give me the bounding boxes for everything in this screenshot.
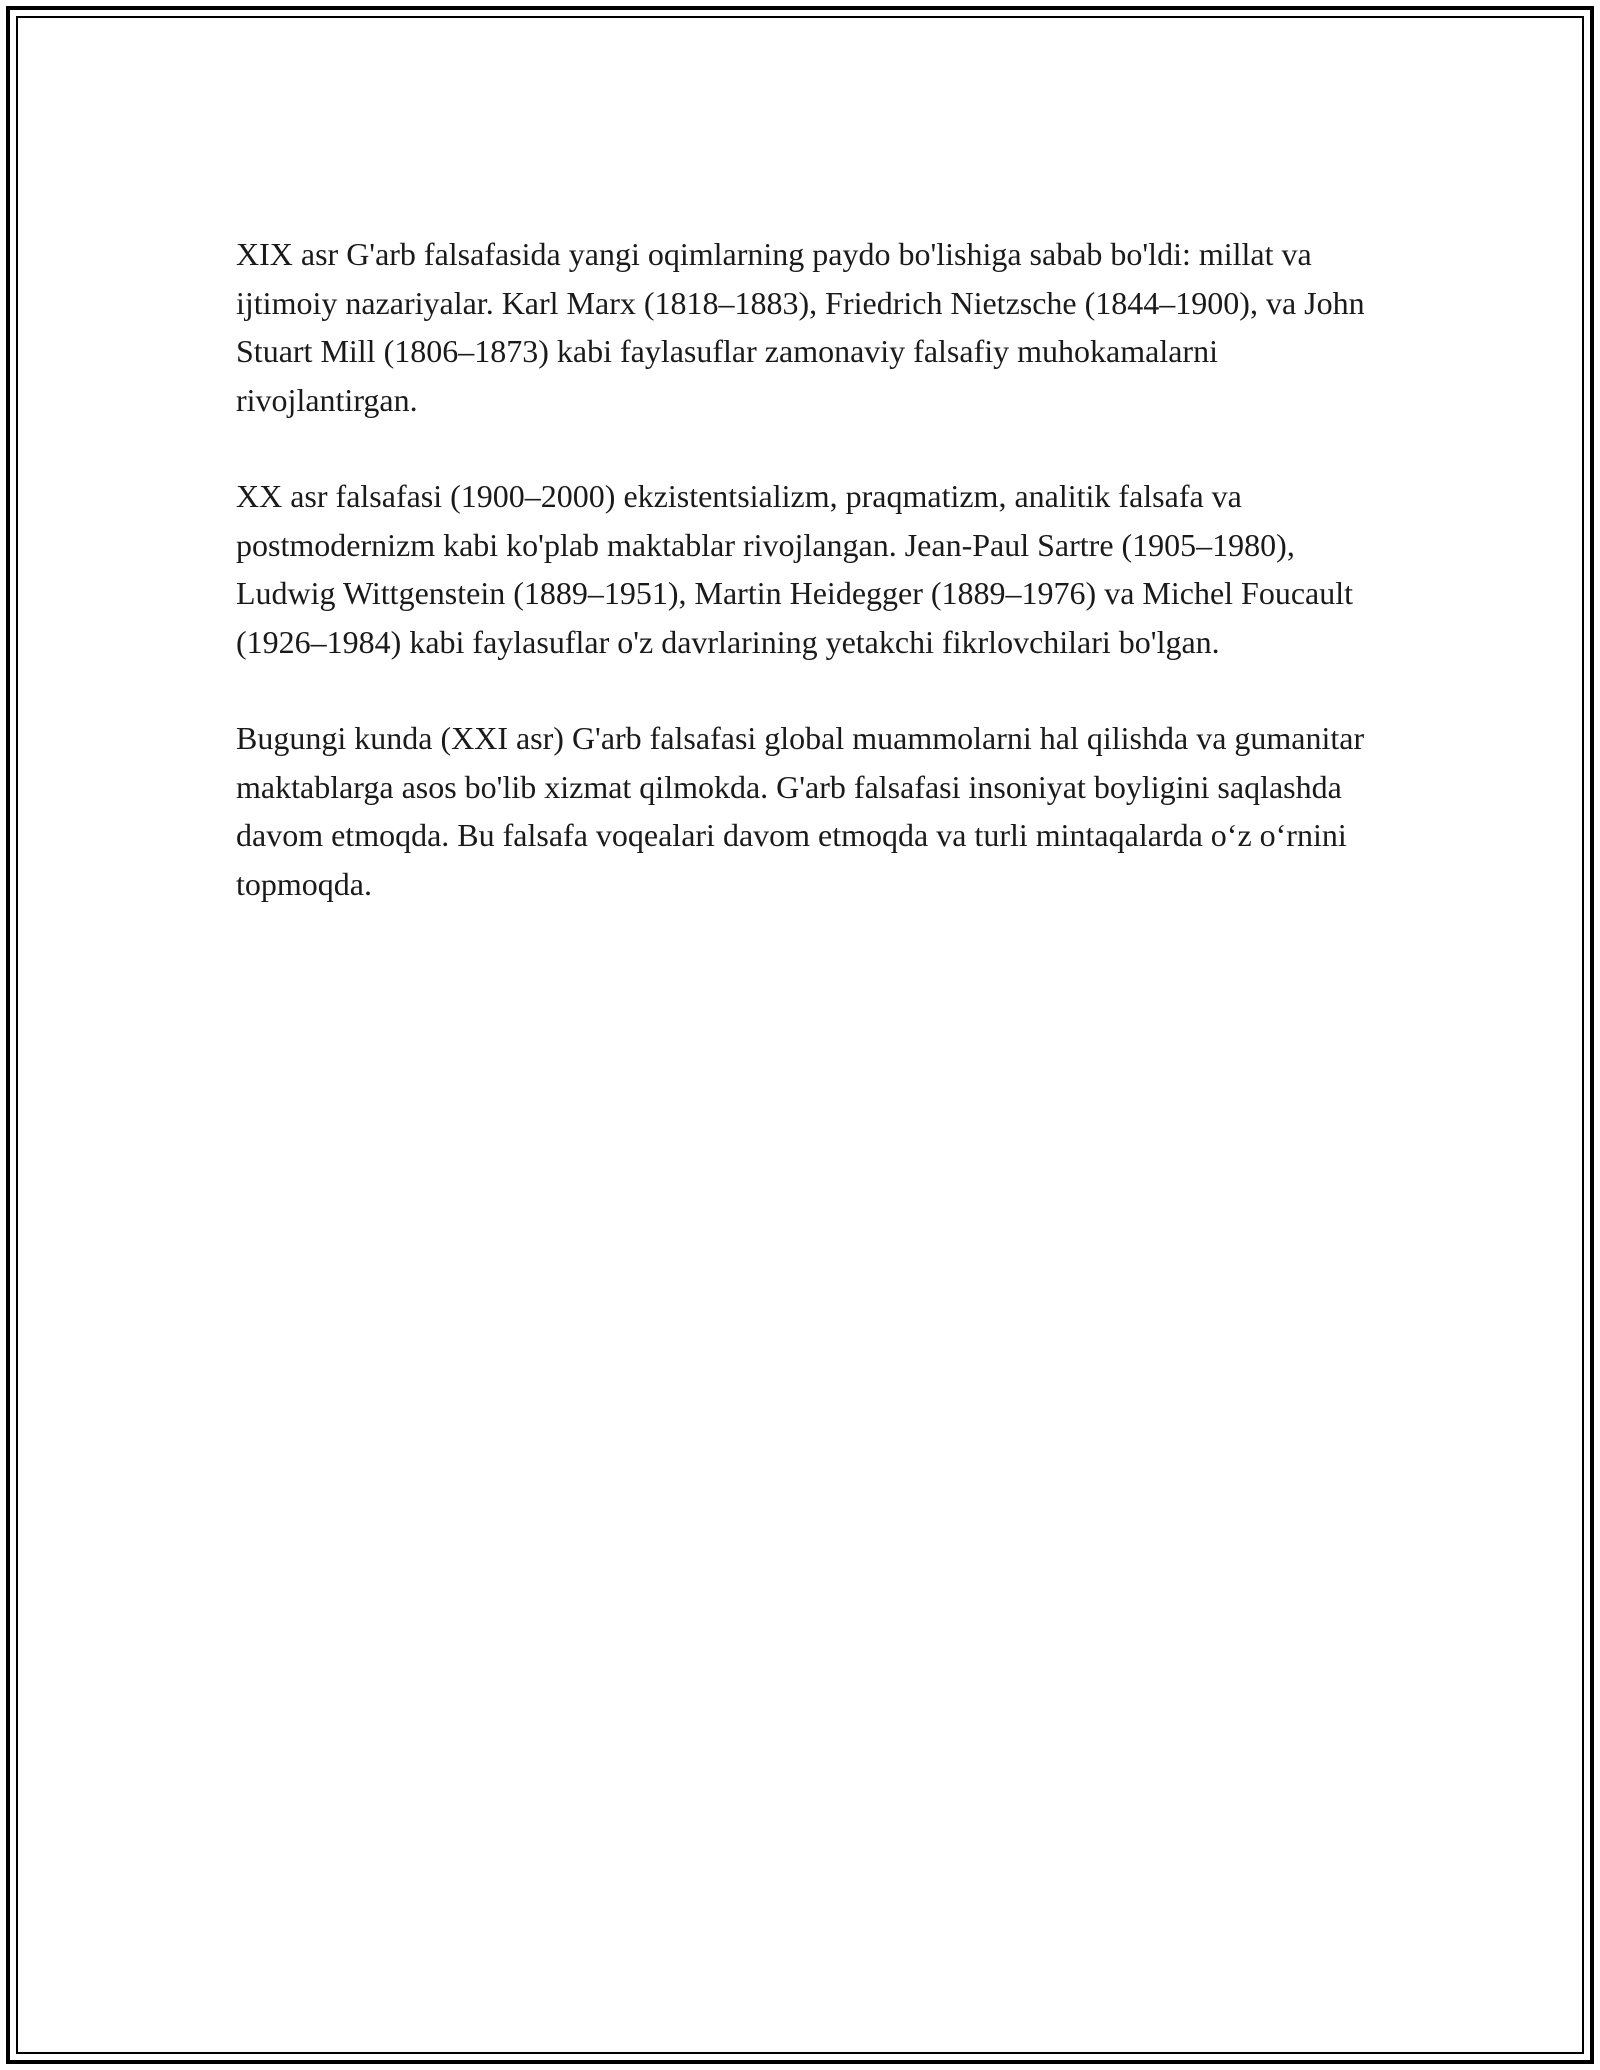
paragraph-21st-century: Bugungi kunda (XXI asr) G'arb falsafasi global muammolarni hal qilishda va gumanitar maktablarga asos bo'lib xizmat qilmokda. G'arb falsafasi insoniyat boyligini saqlashda davom etmoqda. Bu falsafa voqealari davom etmoqda va turli mintaqalarda o‘z o‘rnini topmoqda. — [236, 720, 1365, 902]
paragraph-20th-century: XX asr falsafasi (1900–2000) ekzistentsializm, praqmatizm, analitik falsafa va postmodernizm kabi ko'plab maktablar rivojlangan. Jean-Paul Sartre (1905–1980), Ludwig Wittgenstein (1889–1951), Martin Heidegger (1889–1976) va Michel Foucault (1926–1984) kabi faylasuflar o'z davrlarining yetakchi fikrlovchilari bo'lgan. — [236, 478, 1354, 660]
paragraph-19th-century: XIX asr G'arb falsafasida yangi oqimlarning paydo bo'lishiga sabab bo'ldi: millat va ijtimoiy nazariyalar. Karl Marx (1818–1883), Friedrich Nietzsche (1844–1900), va John Stuart Mill (1806–1873) kabi faylasuflar zamonaviy falsafiy muhokamalarni rivojlantirgan. — [236, 236, 1365, 418]
document-body — [236, 230, 1366, 956]
